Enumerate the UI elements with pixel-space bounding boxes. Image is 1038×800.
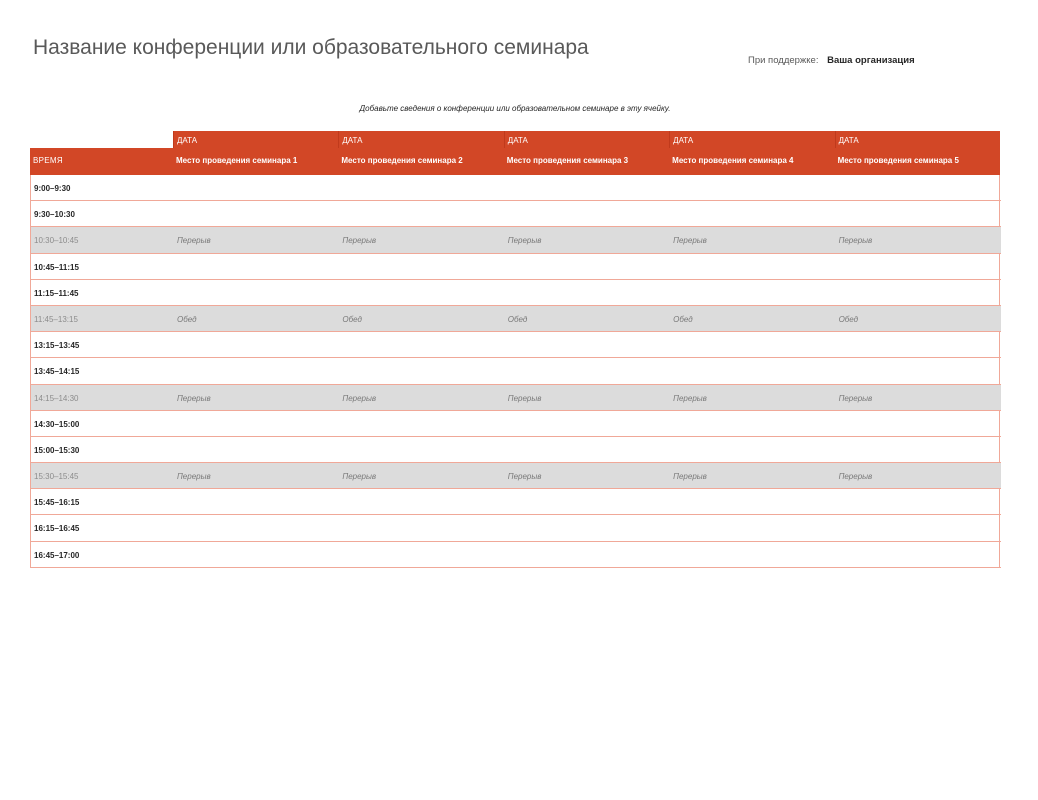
session-cell[interactable]: [670, 515, 835, 540]
table-row: [31, 175, 1001, 201]
date-header-row: [30, 131, 1000, 148]
session-cell[interactable]: [836, 489, 1001, 514]
session-cell[interactable]: [836, 437, 1001, 462]
table-row: [31, 254, 1001, 280]
break-cell[interactable]: Перерыв: [838, 393, 873, 403]
schedule-body: [30, 175, 1000, 568]
session-cell[interactable]: [670, 280, 835, 305]
session-cell[interactable]: [174, 437, 339, 462]
break-cell[interactable]: Перерыв: [673, 236, 707, 246]
session-cell[interactable]: [505, 201, 670, 226]
table-row: [31, 201, 1001, 227]
date-cell[interactable]: ДАТА: [173, 131, 338, 148]
time-cell[interactable]: 15:30–15:45: [34, 472, 79, 482]
session-cell[interactable]: [836, 175, 1001, 200]
venue-header[interactable]: Место проведения семинара 4: [672, 156, 794, 165]
session-cell[interactable]: [670, 489, 835, 514]
session-cell[interactable]: [174, 332, 339, 357]
session-cell[interactable]: [339, 542, 504, 567]
date-cell[interactable]: ДАТА: [338, 131, 503, 148]
session-cell[interactable]: [339, 254, 504, 279]
sponsor-organization[interactable]: Ваша организация: [827, 55, 915, 66]
table-row: [31, 280, 1001, 306]
session-cell[interactable]: [174, 489, 339, 514]
table-row: [31, 437, 1001, 463]
session-cell[interactable]: [505, 489, 670, 514]
sponsor-label: При поддержке:: [748, 55, 819, 66]
session-cell[interactable]: [670, 254, 835, 279]
session-cell[interactable]: [670, 358, 835, 383]
break-cell[interactable]: Перерыв: [673, 472, 707, 482]
session-cell[interactable]: [505, 542, 670, 567]
session-cell[interactable]: [670, 201, 835, 226]
session-cell[interactable]: [339, 411, 504, 436]
table-row: [31, 489, 1001, 515]
session-cell[interactable]: [339, 175, 504, 200]
break-cell[interactable]: Перерыв: [342, 393, 377, 403]
session-cell[interactable]: [505, 515, 670, 540]
session-cell[interactable]: [505, 280, 670, 305]
time-cell[interactable]: 10:30–10:45: [34, 236, 79, 246]
event-description[interactable]: Добавьте сведения о конференции или образовательном семинаре в эту ячейку.: [359, 104, 671, 113]
time-cell[interactable]: 14:30–15:00: [34, 419, 80, 429]
session-cell[interactable]: [505, 175, 670, 200]
time-cell[interactable]: 14:15–14:30: [34, 393, 79, 403]
break-row: [31, 306, 1001, 332]
session-cell[interactable]: [836, 201, 1001, 226]
time-cell[interactable]: 13:45–14:15: [34, 367, 80, 377]
session-cell[interactable]: [670, 332, 835, 357]
date-cell[interactable]: ДАТА: [835, 131, 1000, 148]
session-cell[interactable]: [174, 254, 339, 279]
break-cell[interactable]: Перерыв: [507, 236, 542, 246]
time-cell[interactable]: 11:45–13:15: [34, 314, 78, 324]
break-row: [31, 385, 1001, 411]
break-cell[interactable]: Обед: [673, 314, 693, 324]
session-cell[interactable]: [670, 411, 835, 436]
break-cell[interactable]: Обед: [838, 314, 859, 324]
session-cell[interactable]: [339, 515, 504, 540]
session-cell[interactable]: [339, 437, 504, 462]
session-cell[interactable]: [505, 254, 670, 279]
session-cell[interactable]: [174, 515, 339, 540]
session-cell[interactable]: [339, 489, 504, 514]
session-cell[interactable]: [339, 201, 504, 226]
session-cell[interactable]: [174, 280, 339, 305]
time-cell[interactable]: 10:45–11:15: [34, 262, 79, 272]
time-cell[interactable]: 15:00–15:30: [34, 445, 80, 455]
session-cell[interactable]: [174, 175, 339, 200]
session-cell[interactable]: [836, 515, 1001, 540]
session-cell[interactable]: [836, 411, 1001, 436]
break-row: [31, 227, 1001, 253]
time-cell[interactable]: 16:15–16:45: [34, 524, 80, 534]
session-cell[interactable]: [174, 411, 339, 436]
time-cell[interactable]: 13:15–13:45: [34, 341, 80, 351]
break-cell[interactable]: Перерыв: [507, 393, 542, 403]
time-cell[interactable]: 16:45–17:00: [34, 550, 80, 560]
session-cell[interactable]: [339, 280, 504, 305]
time-cell[interactable]: 11:15–11:45: [34, 288, 79, 298]
time-cell[interactable]: 15:45–16:15: [34, 498, 80, 508]
session-cell[interactable]: [505, 437, 670, 462]
break-cell[interactable]: Перерыв: [177, 472, 211, 482]
session-cell[interactable]: [670, 175, 835, 200]
break-cell[interactable]: Обед: [342, 314, 362, 324]
sponsor-line: [748, 55, 915, 66]
session-cell[interactable]: [505, 332, 670, 357]
venue-header[interactable]: Место проведения семинара 5: [837, 156, 959, 165]
session-cell[interactable]: [174, 542, 339, 567]
break-cell[interactable]: Обед: [507, 314, 528, 324]
date-cell[interactable]: ДАТА: [504, 131, 669, 148]
table-row: [31, 358, 1001, 384]
break-cell[interactable]: Перерыв: [177, 393, 211, 403]
session-cell[interactable]: [174, 358, 339, 383]
session-cell[interactable]: [505, 411, 670, 436]
session-cell[interactable]: [670, 437, 835, 462]
session-cell[interactable]: [836, 332, 1001, 357]
table-row: [31, 332, 1001, 358]
venue-header[interactable]: Место проведения семинара 3: [506, 156, 629, 165]
session-cell[interactable]: [339, 358, 504, 383]
session-cell[interactable]: [836, 542, 1001, 567]
session-cell[interactable]: [836, 358, 1001, 383]
session-cell[interactable]: [505, 358, 670, 383]
break-cell[interactable]: Перерыв: [838, 472, 873, 482]
session-cell[interactable]: [174, 201, 339, 226]
column-header-row: [30, 148, 1000, 175]
venue-header[interactable]: Место проведения семинара 2: [341, 156, 463, 165]
time-cell[interactable]: 9:30–10:30: [34, 210, 75, 220]
session-cell[interactable]: [836, 254, 1001, 279]
time-cell[interactable]: 9:00–9:30: [34, 184, 71, 193]
page-title[interactable]: Название конференции или образовательного семинара: [33, 36, 589, 59]
schedule-table: [30, 131, 1000, 568]
date-header-spacer: [30, 131, 173, 148]
time-column-header[interactable]: ВРЕМЯ: [33, 156, 63, 165]
break-cell[interactable]: Перерыв: [673, 393, 707, 403]
break-row: [31, 463, 1001, 489]
table-row: [31, 515, 1001, 541]
break-cell[interactable]: Обед: [177, 314, 197, 324]
break-cell[interactable]: Перерыв: [342, 236, 377, 246]
session-cell[interactable]: [836, 280, 1001, 305]
break-cell[interactable]: Перерыв: [342, 472, 377, 482]
break-cell[interactable]: Перерыв: [838, 236, 873, 246]
break-cell[interactable]: Перерыв: [177, 236, 211, 246]
table-row: [31, 542, 1001, 568]
table-row: [31, 411, 1001, 437]
session-cell[interactable]: [339, 332, 504, 357]
break-cell[interactable]: Перерыв: [507, 472, 542, 482]
venue-header[interactable]: Место проведения семинара 1: [176, 156, 298, 165]
date-cell[interactable]: ДАТА: [669, 131, 834, 148]
session-cell[interactable]: [670, 542, 835, 567]
